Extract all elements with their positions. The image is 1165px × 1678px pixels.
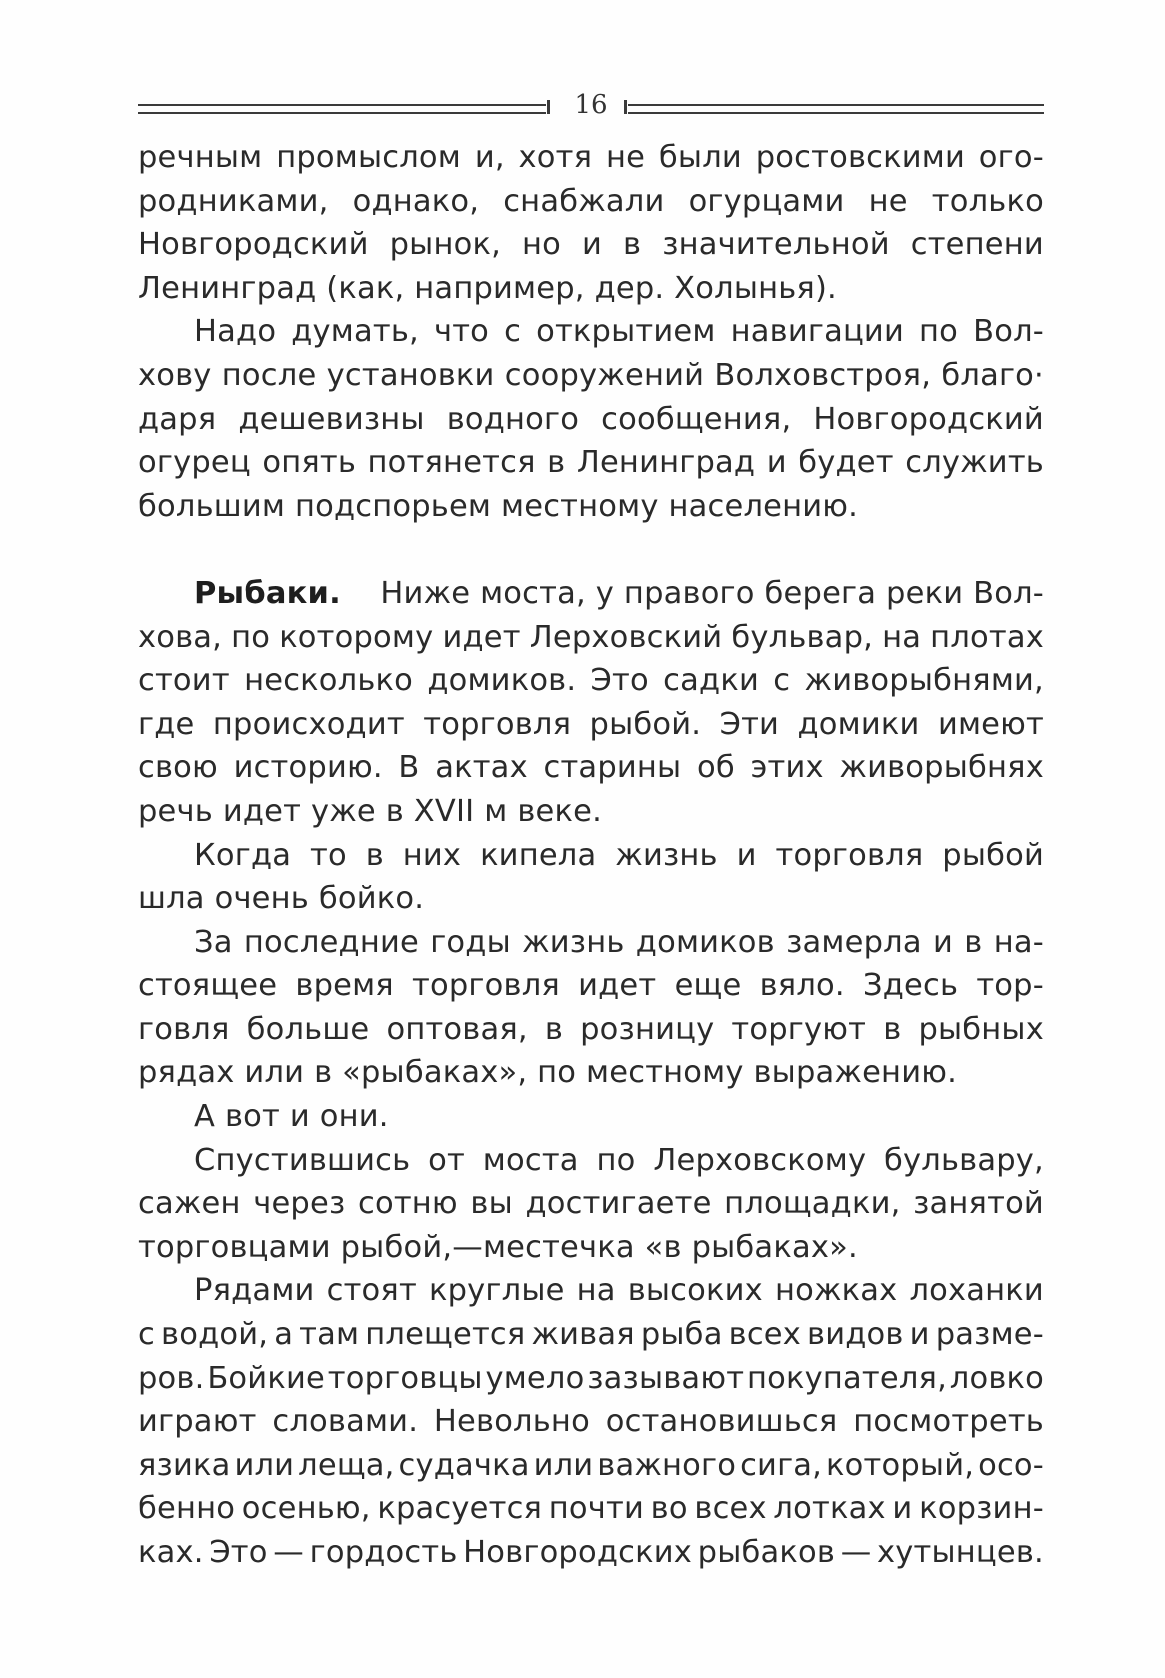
section-first-line bbox=[138, 572, 1044, 616]
text-line: Ниже моста, у правого берега реки Вол- bbox=[380, 575, 1044, 611]
text-line: большим подспорьем местному населению. bbox=[138, 488, 859, 524]
text-line: ров. Бойкие торговцы умело зазывают покупателя, ловко bbox=[138, 1360, 1044, 1396]
text-line: стоящее время торговля идет еще вяло. Здесь тор- bbox=[138, 968, 1044, 1004]
text-line: Когда то в них кипела жизнь и торговля рыбой bbox=[194, 837, 1044, 873]
text-line: рядах или в «рыбаках», по местному выражению. bbox=[138, 1055, 957, 1091]
text-line: стоит несколько домиков. Это садки с живорыбнями, bbox=[138, 663, 1044, 699]
text-line: За последние годы жизнь домиков замерла и в на- bbox=[194, 924, 1044, 960]
text-line: с водой, а там плещется живая рыба всех видов и разме- bbox=[138, 1317, 1044, 1353]
text-line: говля больше оптовая, в розницу торгуют в рыбных bbox=[138, 1011, 1044, 1047]
text-line: Рядами стоят круглые на высоких ножках лоханки bbox=[194, 1273, 1044, 1309]
text-line: Ленинград (как, например, дер. Холынья). bbox=[138, 270, 837, 306]
page-header bbox=[138, 88, 1044, 124]
text-line: хову после установки сооружений Волховстроя, благо· bbox=[138, 357, 1044, 393]
text-line: А вот и они. bbox=[194, 1099, 389, 1135]
header-rule-left bbox=[138, 104, 546, 114]
text-line: речным промыслом и, хотя не были ростовскими ого- bbox=[138, 140, 1044, 175]
text-line: родниками, однако, снабжали огурцами не только bbox=[138, 183, 1044, 219]
text-line: торговцами рыбой,—местечка «в рыбаках». bbox=[138, 1229, 858, 1265]
section-heading: Рыбаки. bbox=[194, 575, 341, 611]
text-line: свою историю. В актах старины об этих живорыбнях bbox=[138, 750, 1044, 786]
text-line: где происходит торговля рыбой. Эти домики имеют bbox=[138, 706, 1044, 742]
text-line: сажен через сотню вы достигаете площадки, занятой bbox=[138, 1186, 1044, 1222]
text-line: Спустившись от моста по Лерховскому бульвару, bbox=[194, 1142, 1044, 1178]
text-line: шла очень бойко. bbox=[138, 881, 425, 917]
text-line: даря дешевизны водного сообщения, Новгородский bbox=[138, 401, 1044, 437]
text-line: Надо думать, что с открытием навигации по Вол- bbox=[194, 314, 1044, 350]
text-line: язика или леща, судачка или важного сига, который, осо- bbox=[138, 1447, 1044, 1483]
text-line: хова, по которому идет Лерховский бульвар, на плотах bbox=[138, 619, 1044, 655]
page-number: 16 bbox=[574, 90, 608, 120]
section-gap bbox=[138, 528, 1044, 572]
text-line: огурец опять потянется в Ленинград и будет служить bbox=[138, 445, 1044, 481]
text-line: бенно осенью, красуется почти во всех лотках и корзин- bbox=[138, 1491, 1044, 1527]
text-line: играют словами. Невольно остановишься посмотреть bbox=[138, 1404, 1044, 1440]
text-line: ках. Это — гордость Новгородских рыбаков — хутынцев. bbox=[138, 1535, 1044, 1570]
text-line: Новгородский рынок, но и в значительной степени bbox=[138, 227, 1044, 263]
text-line: речь идет уже в XVII м веке. bbox=[138, 793, 602, 829]
body-text bbox=[138, 136, 1044, 1575]
header-rule-right bbox=[628, 104, 1044, 114]
